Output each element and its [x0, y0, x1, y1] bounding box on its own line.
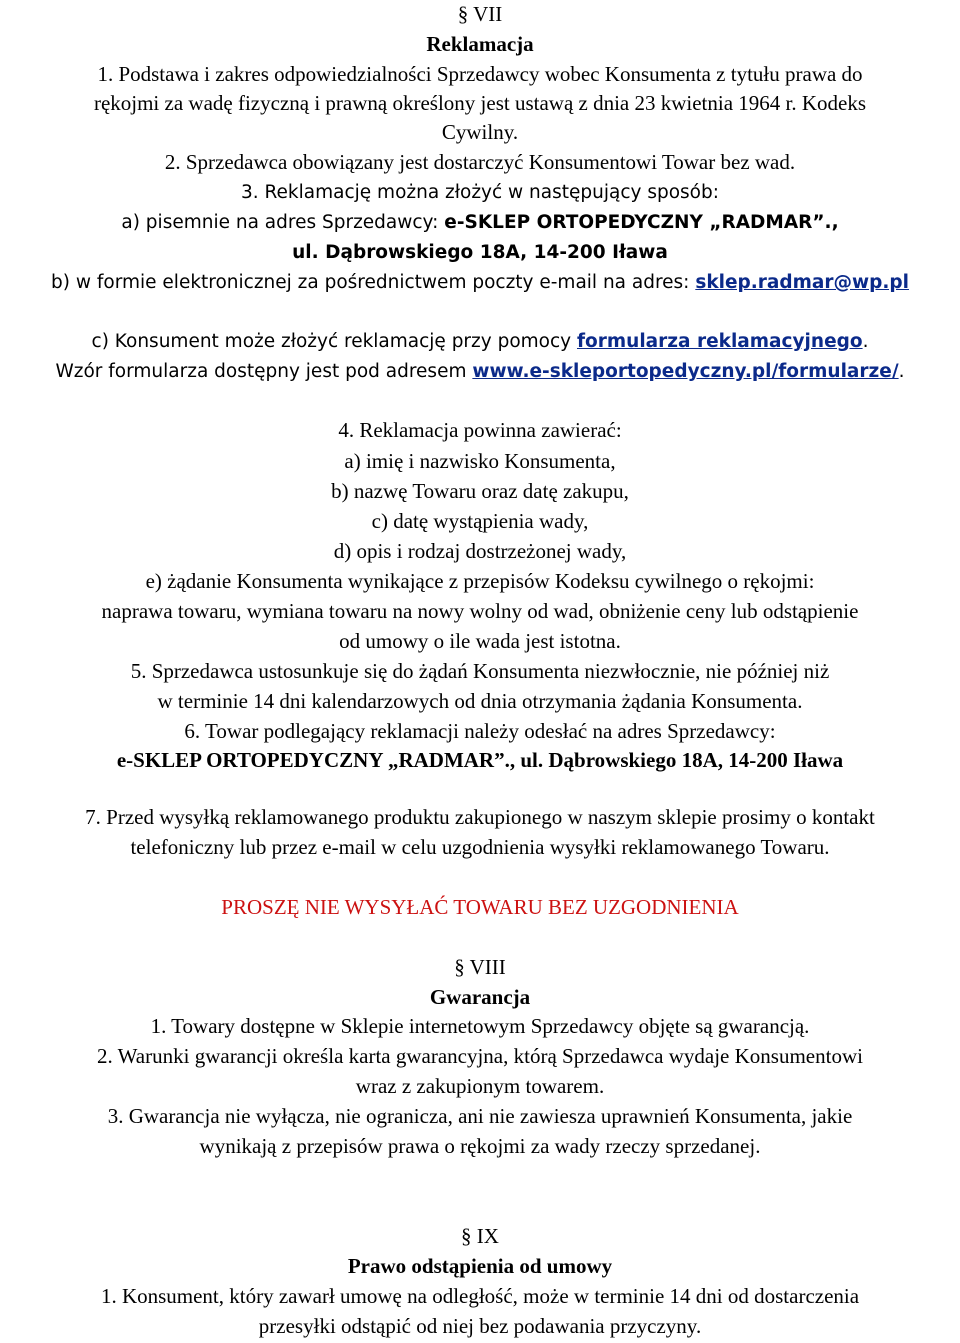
section-9-number: § IX	[461, 1224, 499, 1248]
point-3a-prefix: a) pisemnie na adres Sprzedawcy:	[121, 212, 445, 233]
section-9-point-1-line-2: przesyłki odstąpić od niej bez podawania przyczyny.	[258, 1314, 702, 1338]
section-7-point-3c	[0, 327, 960, 356]
section-9-title: Prawo odstąpienia od umowy	[347, 1254, 613, 1278]
section-7-point-4e-line-2: naprawa towaru, wymiana towaru na nowy wolny od wad, obniżenie ceny lub odstąpienie	[101, 599, 859, 623]
section-8-point-2-line-2: wraz z zakupionym towarem.	[355, 1074, 605, 1098]
form-address-suffix: .	[898, 361, 905, 382]
section-7-point-4-title: 4. Reklamacja powinna zawierać:	[338, 418, 622, 442]
section-7-point-4d: d) opis i rodzaj dostrzeżonej wady,	[333, 539, 627, 563]
email-link[interactable]: sklep.radmar@wp.pl	[695, 272, 909, 293]
section-7-point-4c: c) datę wystąpienia wady,	[371, 509, 589, 533]
section-8-number: § VIII	[454, 955, 506, 979]
section-7-point-4e-line-1: e) żądanie Konsumenta wynikające z przepisów Kodeksu cywilnego o rękojmi:	[145, 569, 815, 593]
shipping-warning: PROSZĘ NIE WYSYŁAĆ TOWARU BEZ UZGODNIENIA	[221, 895, 739, 919]
section-7-point-1-line-1: 1. Podstawa i zakres odpowiedzialności Sprzedawcy wobec Konsumenta z tytułu prawa do	[97, 62, 863, 86]
section-7-point-3b	[0, 268, 960, 297]
section-8-point-3-line-1: 3. Gwarancja nie wyłącza, nie ogranicza, ani nie zawiesza uprawnień Konsumenta, jakie	[107, 1104, 853, 1128]
section-8-point-2-line-1: 2. Warunki gwarancji określa karta gwarancyjna, którą Sprzedawca wydaje Konsumentowi	[97, 1044, 863, 1068]
point-3b-prefix: b) w formie elektronicznej za pośrednictwem poczty e-mail na adres:	[51, 272, 696, 293]
section-8-point-1: 1. Towary dostępne w Sklepie internetowym Sprzedawcy objęte są gwarancją.	[150, 1014, 810, 1038]
section-7-number: § VII	[457, 2, 503, 26]
form-address-prefix: Wzór formularza dostępny jest pod adresem	[55, 361, 473, 382]
section-7-point-3: 3. Reklamację można złożyć w następujący sposób:	[241, 182, 719, 203]
section-8-title: Gwarancja	[429, 985, 531, 1009]
section-7-point-6-line-1: 6. Towar podlegający reklamacji należy odesłać na adres Sprzedawcy:	[184, 719, 776, 743]
section-7-point-4a: a) imię i nazwisko Konsumenta,	[344, 449, 616, 473]
section-7-point-7-line-1: 7. Przed wysyłką reklamowanego produktu zakupionego w naszym sklepie prosimy o kontakt	[85, 805, 875, 829]
section-9-point-1-line-1: 1. Konsument, który zawarł umowę na odległość, może w terminie 14 dni od dostarczenia	[100, 1284, 860, 1308]
complaint-form-link[interactable]: formularza reklamacyjnego	[577, 331, 863, 352]
forms-url-link[interactable]: www.e-skleportopedyczny.pl/formularze/	[472, 361, 899, 382]
section-7-point-4e-line-3: od umowy o ile wada jest istotna.	[339, 629, 621, 653]
point-3c-prefix: c) Konsument może złożyć reklamację przy pomocy	[91, 331, 577, 352]
section-7-point-5-line-1: 5. Sprzedawca ustosunkuje się do żądań Konsumenta niezwłocznie, nie później niż	[130, 659, 830, 683]
section-7-point-1-line-3: Cywilny.	[441, 120, 519, 144]
section-7-point-7-line-2: telefoniczny lub przez e-mail w celu uzgodnienia wysyłki reklamowanego Towaru.	[130, 835, 830, 859]
section-7-point-4b: b) nazwę Towaru oraz datę zakupu,	[331, 479, 629, 503]
section-7-point-2: 2. Sprzedawca obowiązany jest dostarczyć Konsumentowi Towar bez wad.	[164, 150, 796, 174]
section-7-point-5-line-2: w terminie 14 dni kalendarzowych od dnia otrzymania żądania Konsumenta.	[157, 689, 803, 713]
point-3c-suffix: .	[862, 331, 869, 352]
section-7-point-1-line-2: rękojmi za wadę fizyczną i prawną określony jest ustawą z dnia 23 kwietnia 1964 r. Kodeks	[93, 91, 867, 115]
seller-address: ul. Dąbrowskiego 18A, 14-200 Iława	[292, 242, 668, 263]
section-8-point-3-line-2: wynikają z przepisów prawa o rękojmi za wady rzeczy sprzedanej.	[199, 1134, 761, 1158]
seller-name: e-SKLEP ORTOPEDYCZNY „RADMAR”.,	[444, 212, 839, 233]
section-7-point-6-line-2: e-SKLEP ORTOPEDYCZNY „RADMAR”., ul. Dąbrowskiego 18A, 14-200 Iława	[116, 748, 844, 772]
section-7-title: Reklamacja	[426, 32, 534, 56]
section-7-point-3a	[0, 208, 960, 237]
section-7-point-3c-line-2	[0, 357, 960, 386]
